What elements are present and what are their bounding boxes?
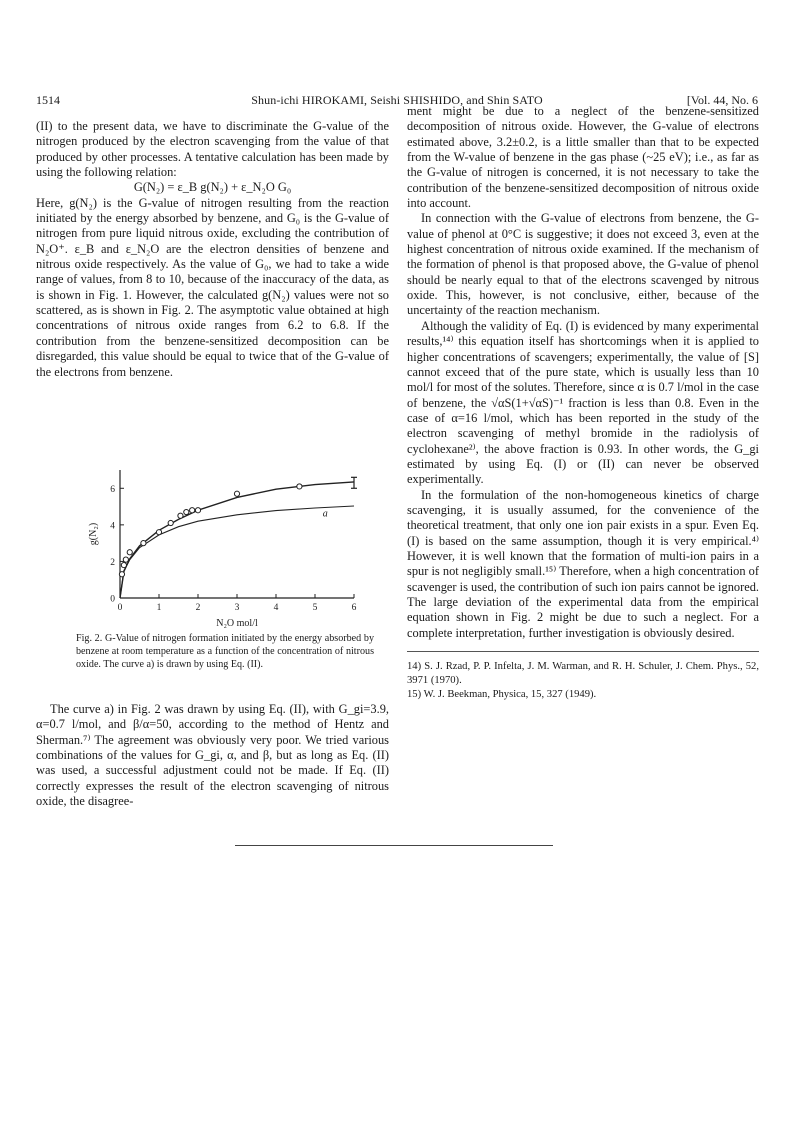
data-point (190, 508, 195, 513)
y-tick-label: 2 (110, 557, 115, 568)
right-paragraph-2: In connection with the G-value of electrons from benzene, the G-value of phenol at 0°C is suggestive; it does not exceed 3, even at the highest concentration of nitrous oxide examined. If the mechanism of the formation of phenol is that proposed above, the G-value of phenol should be nearly equal to that of the electrons scavenged by nitrous oxide. This, however, is not conclusive, either, because of the uncertainty of the reaction mechanism. (407, 211, 759, 318)
data-point (119, 572, 124, 577)
equation-gn2: G(N₂) = ε_B g(N₂) + ε_N₂O G₀ (133, 180, 292, 195)
x-tick-label: 0 (117, 603, 123, 613)
curve-a (120, 506, 354, 598)
data-point (195, 508, 200, 513)
data-point (184, 509, 189, 514)
data-point (156, 530, 161, 535)
right-paragraph-1: ment might be due to a neglect of the benzene-sensitized decomposition of nitrous oxide. However, the G-value of electrons estimated above, 3.2±0.2, is a little smaller than that to be expected from the W-value of benzene in the gas phase (~25 eV); i.e., as far as the G-value of nitrogen is concerned, it is not necessary to take the contribution of the benzene-sensitized decomposition of nitrous oxide into account. (407, 104, 759, 211)
y-tick-label: 0 (110, 594, 115, 605)
data-point (123, 557, 128, 562)
data-point (297, 484, 302, 489)
footnote-15: 15) W. J. Beekman, Physica, 15, 327 (1949). (407, 689, 597, 701)
right-column (407, 104, 759, 703)
footnote-separator (407, 651, 759, 652)
x-tick-label: 2 (195, 603, 201, 613)
right-paragraph-4: In the formulation of the non-homogeneous kinetics of charge scavenging, it is usually assumed, for the convenience of the theoretical treatment, that only one ion pair exists in a spur. Even Eq. (I) is based on the same assumption, though it is very empirical.⁴⁾ However, it is well known that the formation of multi-ion pairs in a spur is not negligibly small.¹⁵⁾ Therefore, when a high concentration of scavenger is used, the contribution of such ion pairs cannot be ignored. The large deviation of the experimental data from the empirical equation shown in Fig. 2 might be due to such a neglect. For a complete interpretation, further investigation is obviously desired. (407, 487, 760, 640)
data-point (141, 541, 146, 546)
page-end-rule (235, 845, 553, 846)
data-point (178, 513, 183, 518)
fitted-curve (120, 482, 354, 598)
y-tick-label: 6 (110, 484, 115, 495)
left-paragraph-2: Here, g(N₂) is the G-value of nitrogen resulting from the reaction initiated by the energy absorbed by benzene, and G₀ is the G-value of nitrogen from pure liquid nitrous oxide, excluding the contribution of N₂O⁺. ε_B and ε_N₂O are the electron densities of benzene and nitrous oxide respectively. As the value of G₀, we had to take a wide range of values, from 8 to 10, because of the inaccuracy of the data, as is shown in Fig. 1. However, the calculated g(N₂) values were not so scattered, as is shown in Fig. 2. The asymptotic value obtained at high concentrations of nitrous oxide ranges from 6.2 to 6.8. If the contribution from the benzene-sensitized decomposition can be disregarded, this value should be equal to twice that of the G-value of the electrons from benzene. (36, 195, 389, 379)
footnote-14: 14) S. J. Rzad, P. P. Infelta, J. M. Warman, and R. H. Schuler, J. Chem. Phys., 52, 3971 (1970). (407, 661, 759, 687)
x-tick-label: 3 (234, 603, 240, 613)
page-number: 1514 (36, 93, 60, 107)
figure-2 (86, 464, 376, 630)
journal-volume: [Vol. 44, No. 6 (686, 93, 758, 107)
x-tick-label: 5 (312, 603, 318, 613)
left-column (36, 119, 389, 380)
x-tick-label: 1 (156, 603, 162, 613)
right-paragraph-3: Although the validity of Eq. (I) is evidenced by many experimental results,¹⁴⁾ this equation itself has shortcomings when it is applied to higher concentrations of scavengers; experimentally, the value of [S] cannot exceed that of the pure state, which is usually less than 10 mol/l for most of the solutes. Therefore, since α is 0.7 l/mol in the case of benzene, the √αS(1+√αS)⁻¹ fraction is less than 0.8. Even in the case of α=16 l/mol, which has been reported in the study of the electron scavenging of methyl bromide in the radiolysis of cyclohexane²⁾, the above fraction is 0.93. In other words, the G_gi estimated by using Eq. (I) or (II) can never be observed experimentally. (407, 318, 759, 487)
data-point (234, 491, 239, 496)
data-point (127, 550, 132, 555)
left-paragraph-1: (II) to the present data, we have to discriminate the G-value of the nitrogen produced by the electron scavenging from the value of that produced by other processes. A tentative calculation has been made by using the following relation: (36, 119, 389, 180)
data-point (121, 562, 126, 567)
y-tick-label: 4 (110, 521, 115, 532)
data-point (168, 520, 173, 525)
running-authors: Shun-ichi HIROKAMI, Seishi SHISHIDO, and Shin SATO (251, 93, 543, 107)
left-paragraph-3: The curve a) in Fig. 2 was drawn by using Eq. (II), with G_gi=3.9, α=0.7 l/mol, and β/α=50, according to the method of Hentz and Sherman.⁷⁾ The agreement was obviously very poor. We tried various combinations of the values for G_gi, α, and β, but as long as Eq. (II) was used, a successful adjustment could not be made. If Eq. (II) correctly expresses the result of the electron scavenging of nitrous oxide, the disagree- (36, 702, 389, 809)
curve-a-label: a (322, 508, 328, 520)
figure-2-chart (86, 464, 376, 630)
y-axis-label: g(N₂) (88, 522, 99, 546)
x-tick-label: 6 (351, 603, 357, 613)
figure-2-caption: Fig. 2. G-Value of nitrogen formation initiated by the energy absorbed by benzene at room temperature as a function of the concentration of nitrous oxide. The curve a) is drawn by using Eq. (II). (76, 633, 374, 670)
x-tick-label: 4 (273, 603, 279, 613)
left-column-bottom (36, 702, 389, 809)
x-axis-label: N₂O mol/l (216, 618, 258, 629)
